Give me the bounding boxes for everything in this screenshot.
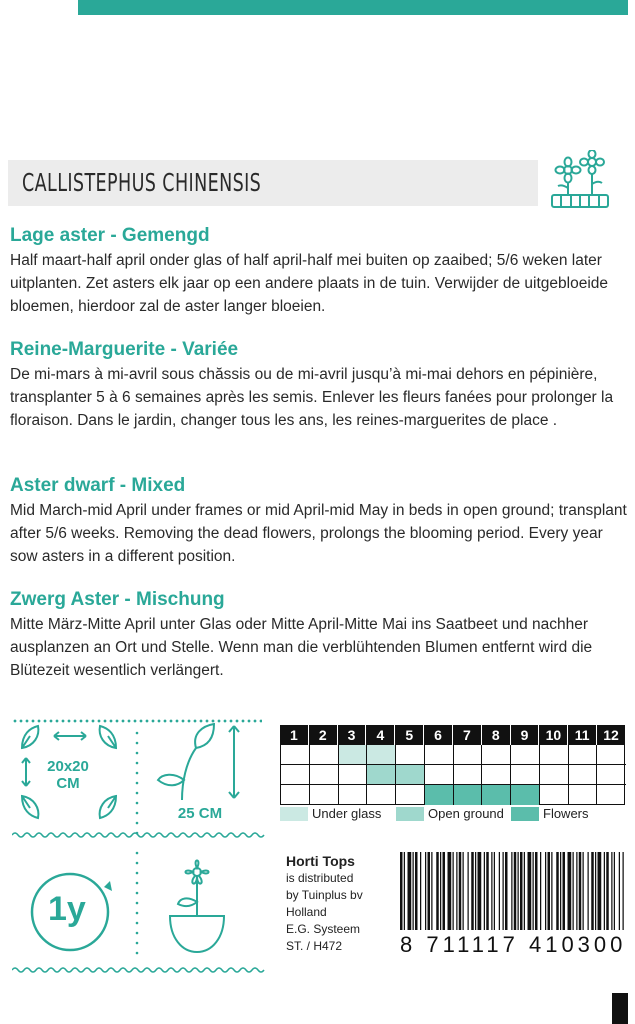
calendar-period-open-ground xyxy=(367,765,396,785)
calendar-cell xyxy=(425,745,454,765)
calendar-month-5: 5 xyxy=(395,725,424,745)
calendar-period-flowers xyxy=(454,785,483,805)
calendar-month-10: 10 xyxy=(539,725,568,745)
distributor-line: is distributed xyxy=(286,871,354,885)
calendar-cell xyxy=(511,765,540,785)
calendar-cell xyxy=(569,745,598,765)
calendar-cell xyxy=(540,745,569,765)
species-name: CALLISTEPHUS CHINENSIS xyxy=(22,168,262,197)
corner-mark xyxy=(612,993,628,1024)
calendar-month-11: 11 xyxy=(568,725,597,745)
section-title: Zwerg Aster - Mischung xyxy=(10,589,225,610)
calendar-cell xyxy=(569,765,598,785)
calendar-month-12: 12 xyxy=(603,727,619,743)
distributor-line: ST. / H472 xyxy=(286,939,343,953)
distributor-line: Holland xyxy=(286,905,327,919)
calendar-month-header xyxy=(280,725,625,745)
legend-flowers xyxy=(511,806,589,821)
spacing-label-line1: 20x20 xyxy=(47,758,89,775)
section-french xyxy=(10,338,630,432)
distributor-line: E.G. Systeem xyxy=(286,922,361,936)
legend-label: Flowers xyxy=(543,806,589,821)
calendar-cell xyxy=(310,765,339,785)
calendar-cell xyxy=(511,745,540,765)
calendar-cell xyxy=(396,785,425,805)
calendar-cell xyxy=(454,765,483,785)
section-english xyxy=(10,474,630,568)
calendar-month-1: 1 xyxy=(280,725,309,745)
calendar-month-4: 4 xyxy=(366,725,395,745)
section-body: Half maart-half april onder glas of half april-half mei buiten op zaaibed; 5/6 weken later uitplanten. Zet asters elk jaar op een andere plaats in de tuin. Verwijder de uitgebloeide bloemen, hierdoor zal de aster langer bloeien. xyxy=(10,252,608,315)
calendar-month-6: 6 xyxy=(424,725,453,745)
section-dutch xyxy=(10,224,630,318)
calendar-month-9: 9 xyxy=(511,725,540,745)
calendar-cell xyxy=(339,785,368,805)
height-label: 25 CM xyxy=(177,805,223,822)
wavy-divider xyxy=(12,965,267,975)
flower-pot-icon xyxy=(162,850,232,956)
calendar-grid xyxy=(280,745,625,805)
dotted-vertical-divider xyxy=(134,850,140,960)
distributor-info xyxy=(286,853,363,955)
calendar-cell xyxy=(597,785,626,805)
section-body: Mid March-mid April under frames or mid April-mid May in beds in open ground; transplant after 5/6 weeks. Removing the dead flowers, prolongs the blooming period. Every year sow asters in a different position. xyxy=(10,502,627,565)
calendar-cell xyxy=(425,765,454,785)
calendar-period-open-ground xyxy=(396,765,425,785)
calendar-month-8: 8 xyxy=(482,725,511,745)
legend-swatch xyxy=(280,807,308,821)
seedling-tray-icon xyxy=(546,150,614,212)
legend-label: Open ground xyxy=(428,806,504,821)
calendar-cell xyxy=(281,745,310,765)
calendar-cell xyxy=(454,745,483,765)
distributor-brand: Horti Tops xyxy=(286,853,355,869)
plant-height-icon xyxy=(152,722,252,802)
calendar-cell xyxy=(396,745,425,765)
legend-swatch xyxy=(396,807,424,821)
calendar-cell xyxy=(569,785,598,805)
calendar-cell xyxy=(540,785,569,805)
section-german xyxy=(10,588,630,682)
section-body: Mitte März-Mitte April unter Glas oder Mitte April-Mitte Mai ins Saatbeet und nachher ausplanzen an Ort und Stelle. Wenn man die verblühtenden Blumen entfernt wird die Blütezeit wesentlich verlängert. xyxy=(10,616,593,679)
dotted-vertical-divider xyxy=(134,730,140,840)
spacing-label-line2: CM xyxy=(56,775,80,792)
wavy-divider xyxy=(12,830,267,840)
section-title: Reine-Marguerite - Variée xyxy=(10,339,239,360)
legend-open-ground xyxy=(396,806,504,821)
calendar-cell xyxy=(310,785,339,805)
calendar-month-2: 2 xyxy=(309,725,338,745)
barcode-number: 8 711117 410300 xyxy=(400,932,627,957)
top-accent-bar xyxy=(78,0,628,15)
calendar-period-flowers xyxy=(482,785,511,805)
calendar-period-under-glass xyxy=(367,745,396,765)
section-title: Lage aster - Gemengd xyxy=(10,225,210,246)
calendar-cell xyxy=(281,785,310,805)
calendar-cell xyxy=(540,765,569,785)
calendar-cell xyxy=(367,785,396,805)
calendar-month-3: 3 xyxy=(338,725,367,745)
calendar-period-under-glass xyxy=(339,745,368,765)
distributor-line: by Tuinplus bv xyxy=(286,888,363,902)
calendar-period-flowers xyxy=(425,785,454,805)
section-title: Aster dwarf - Mixed xyxy=(10,475,186,496)
calendar-cell xyxy=(482,745,511,765)
calendar-month-7: 7 xyxy=(453,725,482,745)
calendar-cell xyxy=(597,745,626,765)
sowing-calendar xyxy=(280,725,625,805)
cycle-label: 1y xyxy=(48,890,86,928)
calendar-cell xyxy=(482,765,511,785)
legend-swatch xyxy=(511,807,539,821)
calendar-cell xyxy=(339,765,368,785)
calendar-cell xyxy=(310,745,339,765)
section-body: De mi-mars à mi-avril sous chăssis ou de mi-avril jusqu’à mi-mai dehors en pépinière, transplanter 5 à 6 semaines après les semis. Enlever les fleurs fanées pour prolonger la floraison. Dans le jardin, changer tous les ans, les reines-marguerites de place . xyxy=(10,366,614,429)
calendar-cell xyxy=(597,765,626,785)
legend-label: Under glass xyxy=(312,806,382,821)
legend-under-glass xyxy=(280,806,381,821)
spacing-label xyxy=(40,758,96,792)
calendar-cell xyxy=(281,765,310,785)
calendar-period-flowers xyxy=(511,785,540,805)
